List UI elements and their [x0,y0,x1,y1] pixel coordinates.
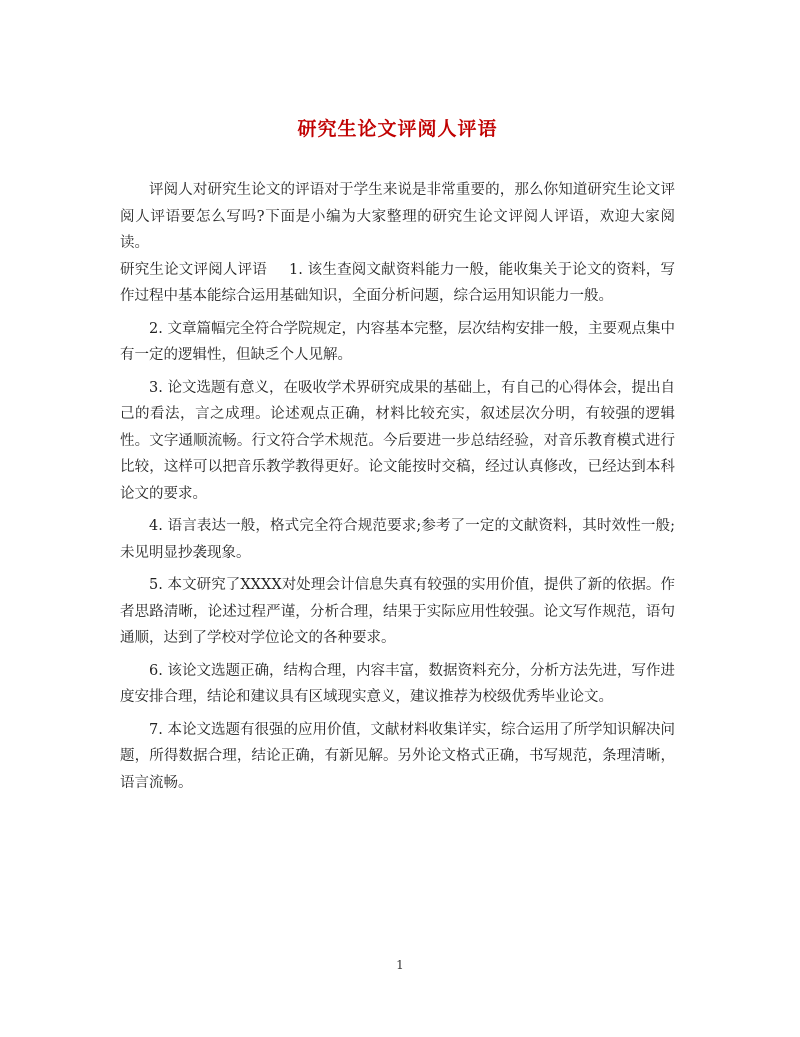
item-paragraph-4: 4. 语言表达一般，格式完全符合规范要求;参考了一定的文献资料，其时效性一般;未见明显抄袭现象。 [120,518,675,561]
document-title: 研究生论文评阅人评语 [297,118,498,140]
section-label: 研究生论文评阅人评语 [120,261,268,278]
item-paragraph-3: 3. 论文选题有意义，在吸收学术界研究成果的基础上，有自己的心得体会，提出自己的看法，言之成理。论述观点正确，材料比较充实，叙述层次分明，有较强的逻辑性。文字通顺流畅。行文符合学术规范。今后要进一步总结经验，对音乐教育模式进行比较，这样可以把音乐教学教得更好。论文能按时交稿，经过认真修改，已经达到本科论文的要求。 [120,379,675,502]
document-body [120,177,675,796]
intro-paragraph: 评阅人对研究生论文的评语对于学生来说是非常重要的，那么你知道研究生论文评阅人评语要怎么写吗?下面是小编为大家整理的研究生论文评阅人评语，欢迎大家阅读。 [120,182,675,251]
item-paragraph-1 [120,257,675,310]
item-paragraph-7: 7. 本论文选题有很强的应用价值，文献材料收集详实，综合运用了所学知识解决问题，所得数据合理，结论正确，有新见解。另外论文格式正确，书写规范，条理清晰，语言流畅。 [120,721,675,791]
item-text-1: 1. 该生查阅文献资料能力一般，能收集关于论文的资料，写作过程中基本能综合运用基础知识，全面分析问题，综合运用知识能力一般。 [120,261,675,304]
page-number: 1 [396,958,404,972]
item-paragraph-2: 2. 文章篇幅完全符合学院规定，内容基本完整，层次结构安排一般，主要观点集中有一定的逻辑性，但缺乏个人见解。 [120,320,675,363]
item-paragraph-5: 5. 本文研究了XXXX对处理会计信息失真有较强的实用价值，提供了新的依据。作者思路清晰，论述过程严谨，分析合理，结果于实际应用性较强。论文写作规范，语句通顺，达到了学校对学位论文的各种要求。 [120,577,675,646]
item-paragraph-6: 6. 该论文选题正确，结构合理，内容丰富，数据资料充分，分析方法先进，写作进度安排合理，结论和建议具有区域现实意义，建议推荐为校级优秀毕业论文。 [120,662,675,705]
